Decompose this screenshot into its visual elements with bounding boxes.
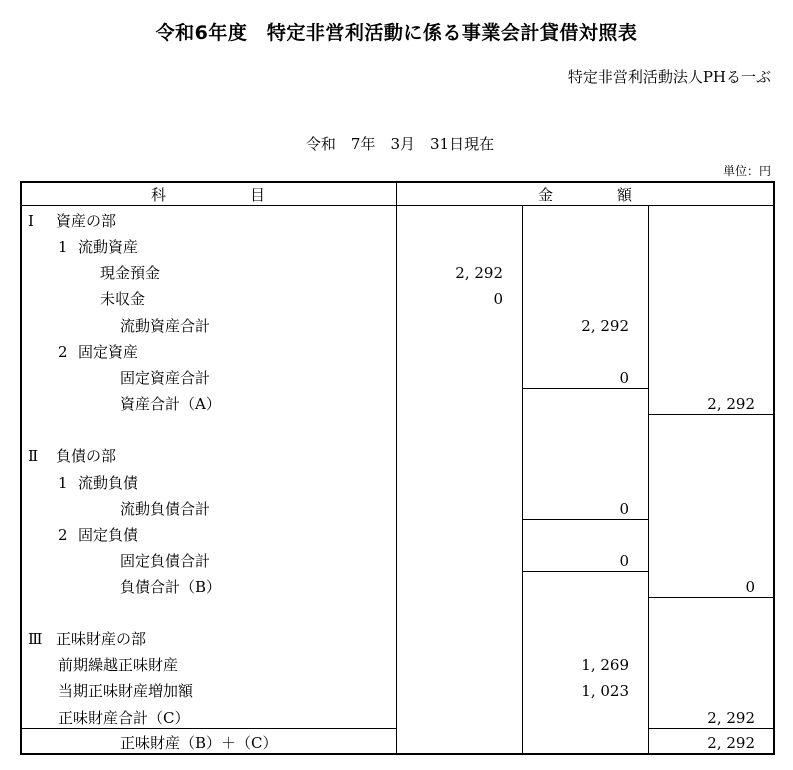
item-number: 1: [58, 474, 68, 492]
fixed-liabilities-label: 固定負債: [78, 526, 139, 544]
section-number: Ⅱ: [28, 447, 39, 465]
fixed-liabilities-total-value: 0: [619, 552, 629, 570]
organization-name: 特定非営利活動法人PHる一ぶ: [567, 68, 771, 86]
receivable-value: 0: [493, 290, 503, 308]
divider-amount-col2: [648, 206, 649, 753]
unit-label: 単位：円: [722, 164, 771, 178]
as-of-date: 令和 7年 3月 31日現在: [305, 135, 495, 153]
item-number: 1: [58, 238, 68, 256]
fixed-assets-total-value: 0: [619, 369, 629, 387]
net-assets-total-value: 2, 292: [707, 709, 755, 727]
assets-total-value: 2, 292: [707, 395, 755, 413]
current-assets-label: 流動資産: [78, 238, 139, 256]
rule-current-liabilities-total: [522, 519, 648, 520]
receivable-label: 未収金: [100, 290, 146, 308]
item-number: 2: [58, 526, 68, 544]
current-liabilities-total-value: 0: [619, 500, 629, 518]
divider-subject-amount: [396, 183, 397, 753]
current-assets-total-label: 流動資産合計: [120, 317, 211, 335]
header-subject-2: 目: [250, 186, 266, 204]
net-assets-section-label: 正味財産の部: [56, 630, 147, 648]
fixed-liabilities-total-label: 固定負債合計: [120, 552, 211, 570]
header-subject-1: 科: [151, 186, 167, 204]
rule-liabilities-total: [648, 597, 773, 598]
rule-fixed-assets-total: [522, 388, 648, 389]
grand-total-label: 正味財産（B）＋（C）: [120, 734, 278, 752]
fixed-assets-total-label: 固定資産合計: [120, 369, 211, 387]
header-amount-1: 金: [538, 186, 554, 204]
net-assets-increase-value: 1, 023: [581, 682, 629, 700]
grand-total-value: 2, 292: [707, 734, 755, 752]
current-assets-total-value: 2, 292: [581, 317, 629, 335]
current-liabilities-label: 流動負債: [78, 474, 139, 492]
assets-section-label: 資産の部: [56, 212, 117, 230]
liabilities-section-label: 負債の部: [56, 447, 117, 465]
rule-net-assets-total: [648, 728, 773, 729]
assets-total-label: 資産合計（A）: [120, 395, 221, 413]
prior-net-assets-label: 前期繰越正味財産: [58, 656, 179, 674]
fixed-assets-label: 固定資産: [78, 343, 139, 361]
current-liabilities-total-label: 流動負債合計: [120, 500, 211, 518]
header-amount-2: 額: [617, 186, 633, 204]
balance-sheet-table: [20, 181, 775, 755]
liabilities-total-label: 負債合計（B）: [120, 578, 222, 596]
header-rule: [22, 205, 773, 206]
net-assets-total-label: 正味財産合計（C）: [58, 709, 190, 727]
rule-assets-total: [648, 414, 773, 415]
liabilities-total-value: 0: [745, 578, 755, 596]
cash-label: 現金預金: [100, 264, 161, 282]
item-number: 2: [58, 343, 68, 361]
prior-net-assets-value: 1, 269: [581, 656, 629, 674]
section-number: Ⅲ: [28, 630, 43, 648]
page-title: 令和6年度 特定非営利活動に係る事業会計貸借対照表: [155, 22, 638, 44]
rule-fixed-liabilities-total: [522, 571, 648, 572]
section-number: Ⅰ: [28, 212, 34, 230]
cash-value: 2, 292: [455, 264, 503, 282]
divider-amount-col1: [522, 206, 523, 753]
rule-grand-total: [22, 728, 396, 729]
net-assets-increase-label: 当期正味財産増加額: [58, 682, 194, 700]
